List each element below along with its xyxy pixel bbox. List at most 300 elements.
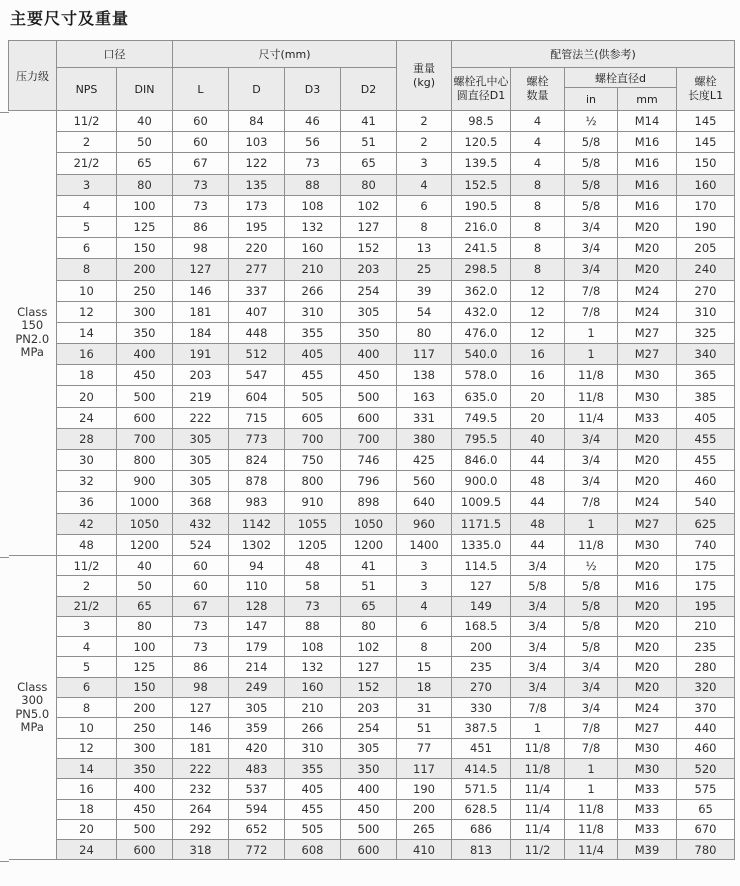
cell-weight_kg: 163 xyxy=(397,386,452,407)
table-row xyxy=(9,153,735,174)
cell-bolt_qty: 11/4 xyxy=(511,819,565,839)
cell-bolt_circle_D1: 120.5 xyxy=(452,132,511,153)
cell-D3: 355 xyxy=(285,322,341,343)
cell-NPS: 20 xyxy=(57,386,117,407)
cell-DIN: 80 xyxy=(117,174,173,195)
cell-D2: 127 xyxy=(341,657,397,677)
cell-weight_kg: 25 xyxy=(397,259,452,280)
cell-L: 181 xyxy=(173,301,229,322)
cell-bolt_dia_mm: M30 xyxy=(618,365,677,386)
table-row xyxy=(9,840,735,860)
cell-bolt_len_L1: 440 xyxy=(677,718,735,738)
cell-DIN: 200 xyxy=(117,259,173,280)
cell-L: 86 xyxy=(173,216,229,237)
cell-D2: 746 xyxy=(341,450,397,471)
cell-bolt_dia_mm: M30 xyxy=(618,386,677,407)
cell-D: 537 xyxy=(229,779,285,799)
cell-D3: 700 xyxy=(285,428,341,449)
cell-bolt_dia_mm: M16 xyxy=(618,153,677,174)
cell-bolt_dia_in: 1 xyxy=(565,344,618,365)
cell-D3: 355 xyxy=(285,758,341,778)
cell-D2: 450 xyxy=(341,799,397,819)
cell-NPS: 20 xyxy=(57,819,117,839)
cell-bolt_dia_mm: M20 xyxy=(618,555,677,575)
cell-weight_kg: 200 xyxy=(397,799,452,819)
cell-D3: 46 xyxy=(285,111,341,132)
cell-weight_kg: 18 xyxy=(397,677,452,697)
pressure-class-label-line: PN5.0 xyxy=(15,706,50,721)
cell-NPS: 10 xyxy=(57,280,117,301)
cell-L: 60 xyxy=(173,111,229,132)
cell-bolt_dia_mm: M20 xyxy=(618,616,677,636)
cell-DIN: 800 xyxy=(117,450,173,471)
cell-bolt_circle_D1: 241.5 xyxy=(452,238,511,259)
cell-bolt_dia_mm: M27 xyxy=(618,344,677,365)
cell-D: 772 xyxy=(229,840,285,860)
cell-D2: 80 xyxy=(341,174,397,195)
cell-bolt_qty: 4 xyxy=(511,111,565,132)
cell-bolt_len_L1: 670 xyxy=(677,819,735,839)
cell-weight_kg: 380 xyxy=(397,428,452,449)
cell-L: 73 xyxy=(173,195,229,216)
cell-L: 98 xyxy=(173,677,229,697)
cell-bolt_circle_D1: 387.5 xyxy=(452,718,511,738)
cell-D: 214 xyxy=(229,657,285,677)
table-row xyxy=(9,174,735,195)
cell-weight_kg: 13 xyxy=(397,238,452,259)
header-bolt-circle-line1: 螺栓孔中心 xyxy=(453,75,509,88)
cell-bolt_dia_in: 7/8 xyxy=(565,492,618,513)
cell-L: 60 xyxy=(173,132,229,153)
cell-bolt_qty: 3/4 xyxy=(511,637,565,657)
cell-bolt_dia_in: 5/8 xyxy=(565,616,618,636)
cell-bolt_qty: 11/8 xyxy=(511,758,565,778)
cell-D2: 152 xyxy=(341,677,397,697)
cell-bolt_len_L1: 175 xyxy=(677,576,735,596)
cell-D: 220 xyxy=(229,238,285,259)
header-bolt-qty xyxy=(511,68,565,111)
cell-D: 249 xyxy=(229,677,285,697)
cell-DIN: 40 xyxy=(117,111,173,132)
cell-bolt_dia_in: 11/8 xyxy=(565,799,618,819)
cell-bolt_dia_in: 11/8 xyxy=(565,819,618,839)
cell-NPS: 28 xyxy=(57,428,117,449)
cell-L: 318 xyxy=(173,840,229,860)
table-row xyxy=(9,819,735,839)
cell-bolt_dia_mm: M39 xyxy=(618,840,677,860)
cell-bolt_circle_D1: 168.5 xyxy=(452,616,511,636)
cell-bolt_circle_D1: 139.5 xyxy=(452,153,511,174)
table-row xyxy=(9,596,735,616)
cell-DIN: 40 xyxy=(117,555,173,575)
cell-DIN: 100 xyxy=(117,637,173,657)
cell-NPS: 8 xyxy=(57,259,117,280)
table-row xyxy=(9,534,735,555)
cell-NPS: 16 xyxy=(57,779,117,799)
table-header xyxy=(9,41,735,111)
pressure-class-label-line: 150 xyxy=(21,318,44,333)
cell-NPS: 16 xyxy=(57,344,117,365)
cell-D: 512 xyxy=(229,344,285,365)
cell-D2: 600 xyxy=(341,840,397,860)
cell-NPS: 3 xyxy=(57,174,117,195)
cell-DIN: 450 xyxy=(117,365,173,386)
cell-NPS: 2 xyxy=(57,132,117,153)
cell-weight_kg: 2 xyxy=(397,132,452,153)
cell-bolt_len_L1: 320 xyxy=(677,677,735,697)
cell-weight_kg: 560 xyxy=(397,471,452,492)
cell-bolt_qty: 11/8 xyxy=(511,738,565,758)
cell-D: 103 xyxy=(229,132,285,153)
cell-L: 219 xyxy=(173,386,229,407)
cell-bolt_dia_in: 3/4 xyxy=(565,677,618,697)
table-row xyxy=(9,386,735,407)
cell-bolt_len_L1: 270 xyxy=(677,280,735,301)
cell-D2: 400 xyxy=(341,344,397,365)
cell-NPS: 30 xyxy=(57,450,117,471)
header-din: DIN xyxy=(117,68,173,111)
cell-bolt_dia_mm: M30 xyxy=(618,738,677,758)
cell-bolt_dia_in: 11/8 xyxy=(565,386,618,407)
dimensions-weight-table xyxy=(8,40,735,860)
header-dimensions-mm: 尺寸(mm) xyxy=(173,41,397,68)
cell-NPS: 21/2 xyxy=(57,153,117,174)
cell-bolt_circle_D1: 216.0 xyxy=(452,216,511,237)
cell-weight_kg: 39 xyxy=(397,280,452,301)
cell-bolt_qty: 12 xyxy=(511,280,565,301)
cell-bolt_circle_D1: 152.5 xyxy=(452,174,511,195)
cell-bolt_qty: 4 xyxy=(511,132,565,153)
cell-D2: 600 xyxy=(341,407,397,428)
cell-DIN: 1000 xyxy=(117,492,173,513)
cell-DIN: 450 xyxy=(117,799,173,819)
cell-bolt_len_L1: 575 xyxy=(677,779,735,799)
cell-D2: 41 xyxy=(341,555,397,575)
cell-bolt_dia_mm: M16 xyxy=(618,195,677,216)
cell-weight_kg: 8 xyxy=(397,216,452,237)
cell-D2: 65 xyxy=(341,153,397,174)
cell-L: 305 xyxy=(173,428,229,449)
table-bottom-edge-extension xyxy=(0,861,9,862)
cell-bolt_len_L1: 325 xyxy=(677,322,735,343)
cell-NPS: 24 xyxy=(57,840,117,860)
cell-bolt_dia_mm: M30 xyxy=(618,758,677,778)
cell-bolt_qty: 8 xyxy=(511,238,565,259)
cell-D: 122 xyxy=(229,153,285,174)
cell-D3: 58 xyxy=(285,576,341,596)
header-row-1 xyxy=(9,41,735,68)
cell-bolt_len_L1: 210 xyxy=(677,616,735,636)
cell-NPS: 18 xyxy=(57,365,117,386)
cell-bolt_len_L1: 365 xyxy=(677,365,735,386)
cell-D: 84 xyxy=(229,111,285,132)
cell-L: 60 xyxy=(173,576,229,596)
cell-D3: 266 xyxy=(285,280,341,301)
cell-NPS: 21/2 xyxy=(57,596,117,616)
cell-bolt_qty: 44 xyxy=(511,534,565,555)
table-row xyxy=(9,616,735,636)
cell-bolt_dia_in: 5/8 xyxy=(565,195,618,216)
cell-weight_kg: 117 xyxy=(397,758,452,778)
cell-NPS: 42 xyxy=(57,513,117,534)
cell-bolt_dia_in: ½ xyxy=(565,555,618,575)
cell-bolt_dia_mm: M20 xyxy=(618,428,677,449)
cell-bolt_qty: 5/8 xyxy=(511,576,565,596)
cell-bolt_circle_D1: 270 xyxy=(452,677,511,697)
cell-D: 359 xyxy=(229,718,285,738)
cell-D: 1302 xyxy=(229,534,285,555)
cell-bolt_dia_mm: M20 xyxy=(618,259,677,280)
cell-bolt_dia_in: ½ xyxy=(565,111,618,132)
header-nps: NPS xyxy=(57,68,117,111)
cell-D: 773 xyxy=(229,428,285,449)
cell-D3: 405 xyxy=(285,344,341,365)
cell-DIN: 350 xyxy=(117,322,173,343)
cell-bolt_dia_in: 1 xyxy=(565,513,618,534)
cell-L: 127 xyxy=(173,698,229,718)
cell-bolt_circle_D1: 1335.0 xyxy=(452,534,511,555)
cell-bolt_len_L1: 460 xyxy=(677,471,735,492)
header-d: D xyxy=(229,68,285,111)
cell-bolt_len_L1: 520 xyxy=(677,758,735,778)
cell-D3: 160 xyxy=(285,238,341,259)
pressure-class-label-line: 300 xyxy=(21,693,44,708)
cell-D3: 73 xyxy=(285,153,341,174)
cell-DIN: 900 xyxy=(117,471,173,492)
cell-DIN: 300 xyxy=(117,738,173,758)
cell-L: 127 xyxy=(173,259,229,280)
table-body xyxy=(9,111,735,860)
header-bolt-qty-line2: 数量 xyxy=(526,89,549,102)
cell-D3: 608 xyxy=(285,840,341,860)
cell-NPS: 11/2 xyxy=(57,111,117,132)
cell-bolt_dia_in: 11/4 xyxy=(565,840,618,860)
cell-bolt_dia_mm: M14 xyxy=(618,111,677,132)
cell-bolt_len_L1: 235 xyxy=(677,637,735,657)
cell-D: 547 xyxy=(229,365,285,386)
pressure-class-label-line: Class xyxy=(17,304,48,319)
cell-bolt_len_L1: 310 xyxy=(677,301,735,322)
cell-L: 232 xyxy=(173,779,229,799)
cell-D3: 1055 xyxy=(285,513,341,534)
table-row xyxy=(9,576,735,596)
cell-bolt_len_L1: 145 xyxy=(677,132,735,153)
cell-bolt_circle_D1: 571.5 xyxy=(452,779,511,799)
cell-bolt_len_L1: 385 xyxy=(677,386,735,407)
cell-bolt_len_L1: 280 xyxy=(677,657,735,677)
cell-bolt_circle_D1: 900.0 xyxy=(452,471,511,492)
cell-DIN: 125 xyxy=(117,657,173,677)
cell-NPS: 14 xyxy=(57,322,117,343)
cell-D2: 203 xyxy=(341,698,397,718)
cell-D: 878 xyxy=(229,471,285,492)
cell-bolt_dia_in: 3/4 xyxy=(565,216,618,237)
cell-NPS: 36 xyxy=(57,492,117,513)
cell-L: 73 xyxy=(173,174,229,195)
cell-weight_kg: 138 xyxy=(397,365,452,386)
cell-bolt_dia_in: 7/8 xyxy=(565,738,618,758)
cell-D3: 310 xyxy=(285,301,341,322)
cell-DIN: 200 xyxy=(117,698,173,718)
cell-weight_kg: 3 xyxy=(397,153,452,174)
cell-NPS: 8 xyxy=(57,698,117,718)
cell-D: 448 xyxy=(229,322,285,343)
cell-bolt_dia_mm: M20 xyxy=(618,238,677,259)
cell-bolt_len_L1: 625 xyxy=(677,513,735,534)
cell-L: 184 xyxy=(173,322,229,343)
cell-weight_kg: 640 xyxy=(397,492,452,513)
table-row xyxy=(9,657,735,677)
cell-bolt_qty: 8 xyxy=(511,216,565,237)
cell-L: 86 xyxy=(173,657,229,677)
cell-D2: 254 xyxy=(341,280,397,301)
cell-D2: 350 xyxy=(341,322,397,343)
cell-weight_kg: 31 xyxy=(397,698,452,718)
cell-DIN: 400 xyxy=(117,344,173,365)
table-row xyxy=(9,471,735,492)
cell-bolt_dia_in: 3/4 xyxy=(565,698,618,718)
cell-bolt_dia_mm: M27 xyxy=(618,513,677,534)
cell-NPS: 4 xyxy=(57,195,117,216)
cell-bolt_qty: 48 xyxy=(511,513,565,534)
cell-bolt_dia_mm: M24 xyxy=(618,280,677,301)
header-bolt-circle-line2: 圆直径D1 xyxy=(456,89,506,102)
cell-D: 135 xyxy=(229,174,285,195)
table-row xyxy=(9,779,735,799)
cell-DIN: 100 xyxy=(117,195,173,216)
cell-bolt_qty: 16 xyxy=(511,365,565,386)
cell-bolt_dia_mm: M16 xyxy=(618,576,677,596)
cell-bolt_qty: 7/8 xyxy=(511,698,565,718)
header-weight-kg xyxy=(397,41,452,111)
cell-NPS: 14 xyxy=(57,758,117,778)
cell-bolt_dia_mm: M20 xyxy=(618,216,677,237)
cell-bolt_qty: 48 xyxy=(511,471,565,492)
cell-D2: 898 xyxy=(341,492,397,513)
cell-weight_kg: 4 xyxy=(397,596,452,616)
table-row xyxy=(9,637,735,657)
cell-bolt_circle_D1: 114.5 xyxy=(452,555,511,575)
cell-D: 420 xyxy=(229,738,285,758)
cell-bolt_len_L1: 175 xyxy=(677,555,735,575)
cell-D: 652 xyxy=(229,819,285,839)
cell-D3: 455 xyxy=(285,365,341,386)
cell-DIN: 350 xyxy=(117,758,173,778)
cell-bolt_dia_mm: M33 xyxy=(618,799,677,819)
cell-bolt_qty: 3/4 xyxy=(511,555,565,575)
cell-bolt_len_L1: 370 xyxy=(677,698,735,718)
cell-D2: 65 xyxy=(341,596,397,616)
cell-weight_kg: 6 xyxy=(397,195,452,216)
cell-bolt_dia_mm: M33 xyxy=(618,819,677,839)
cell-bolt_dia_in: 11/4 xyxy=(565,407,618,428)
cell-weight_kg: 425 xyxy=(397,450,452,471)
cell-DIN: 500 xyxy=(117,386,173,407)
header-d2: D2 xyxy=(341,68,397,111)
cell-L: 146 xyxy=(173,718,229,738)
cell-weight_kg: 3 xyxy=(397,576,452,596)
cell-weight_kg: 6 xyxy=(397,616,452,636)
cell-weight_kg: 54 xyxy=(397,301,452,322)
cell-weight_kg: 331 xyxy=(397,407,452,428)
cell-D2: 500 xyxy=(341,386,397,407)
cell-bolt_circle_D1: 235 xyxy=(452,657,511,677)
cell-weight_kg: 80 xyxy=(397,322,452,343)
cell-bolt_dia_in: 3/4 xyxy=(565,259,618,280)
table-row xyxy=(9,450,735,471)
cell-bolt_circle_D1: 813 xyxy=(452,840,511,860)
cell-D3: 505 xyxy=(285,819,341,839)
cell-D3: 48 xyxy=(285,555,341,575)
cell-DIN: 50 xyxy=(117,576,173,596)
cell-D: 110 xyxy=(229,576,285,596)
cell-D2: 254 xyxy=(341,718,397,738)
cell-D: 147 xyxy=(229,616,285,636)
cell-D: 94 xyxy=(229,555,285,575)
cell-bolt_qty: 40 xyxy=(511,428,565,449)
header-d3: D3 xyxy=(285,68,341,111)
cell-bolt_dia_mm: M24 xyxy=(618,492,677,513)
cell-weight_kg: 1400 xyxy=(397,534,452,555)
cell-D: 983 xyxy=(229,492,285,513)
cell-bolt_dia_mm: M20 xyxy=(618,450,677,471)
pressure-class-label xyxy=(9,555,57,859)
cell-L: 305 xyxy=(173,450,229,471)
cell-D: 407 xyxy=(229,301,285,322)
cell-D: 305 xyxy=(229,698,285,718)
cell-bolt_dia_mm: M20 xyxy=(618,471,677,492)
table-row xyxy=(9,344,735,365)
table-row xyxy=(9,259,735,280)
cell-D3: 160 xyxy=(285,677,341,697)
cell-bolt_circle_D1: 149 xyxy=(452,596,511,616)
cell-DIN: 65 xyxy=(117,153,173,174)
table-row xyxy=(9,799,735,819)
pressure-class-label-line: Class xyxy=(17,679,48,694)
cell-bolt_circle_D1: 330 xyxy=(452,698,511,718)
cell-weight_kg: 960 xyxy=(397,513,452,534)
cell-bolt_len_L1: 405 xyxy=(677,407,735,428)
cell-D3: 505 xyxy=(285,386,341,407)
header-weight-line1: 重量 xyxy=(413,61,436,75)
cell-bolt_len_L1: 145 xyxy=(677,111,735,132)
cell-bolt_dia_in: 1 xyxy=(565,758,618,778)
pressure-class-label xyxy=(9,111,57,556)
cell-D3: 455 xyxy=(285,799,341,819)
cell-D: 179 xyxy=(229,637,285,657)
cell-bolt_len_L1: 240 xyxy=(677,259,735,280)
cell-D2: 51 xyxy=(341,576,397,596)
header-l: L xyxy=(173,68,229,111)
cell-bolt_dia_in: 5/8 xyxy=(565,596,618,616)
header-pressure-class: 压力级 xyxy=(9,41,57,111)
cell-NPS: 11/2 xyxy=(57,555,117,575)
cell-bolt_dia_in: 11/8 xyxy=(565,365,618,386)
header-bolt-qty-line1: 螺栓 xyxy=(526,75,549,88)
cell-D3: 910 xyxy=(285,492,341,513)
cell-weight_kg: 2 xyxy=(397,111,452,132)
cell-D: 337 xyxy=(229,280,285,301)
cell-D2: 796 xyxy=(341,471,397,492)
table-row xyxy=(9,132,735,153)
cell-D3: 750 xyxy=(285,450,341,471)
cell-bolt_qty: 11/4 xyxy=(511,779,565,799)
cell-bolt_qty: 44 xyxy=(511,450,565,471)
cell-NPS: 12 xyxy=(57,301,117,322)
cell-bolt_qty: 20 xyxy=(511,386,565,407)
cell-L: 146 xyxy=(173,280,229,301)
table-row xyxy=(9,698,735,718)
